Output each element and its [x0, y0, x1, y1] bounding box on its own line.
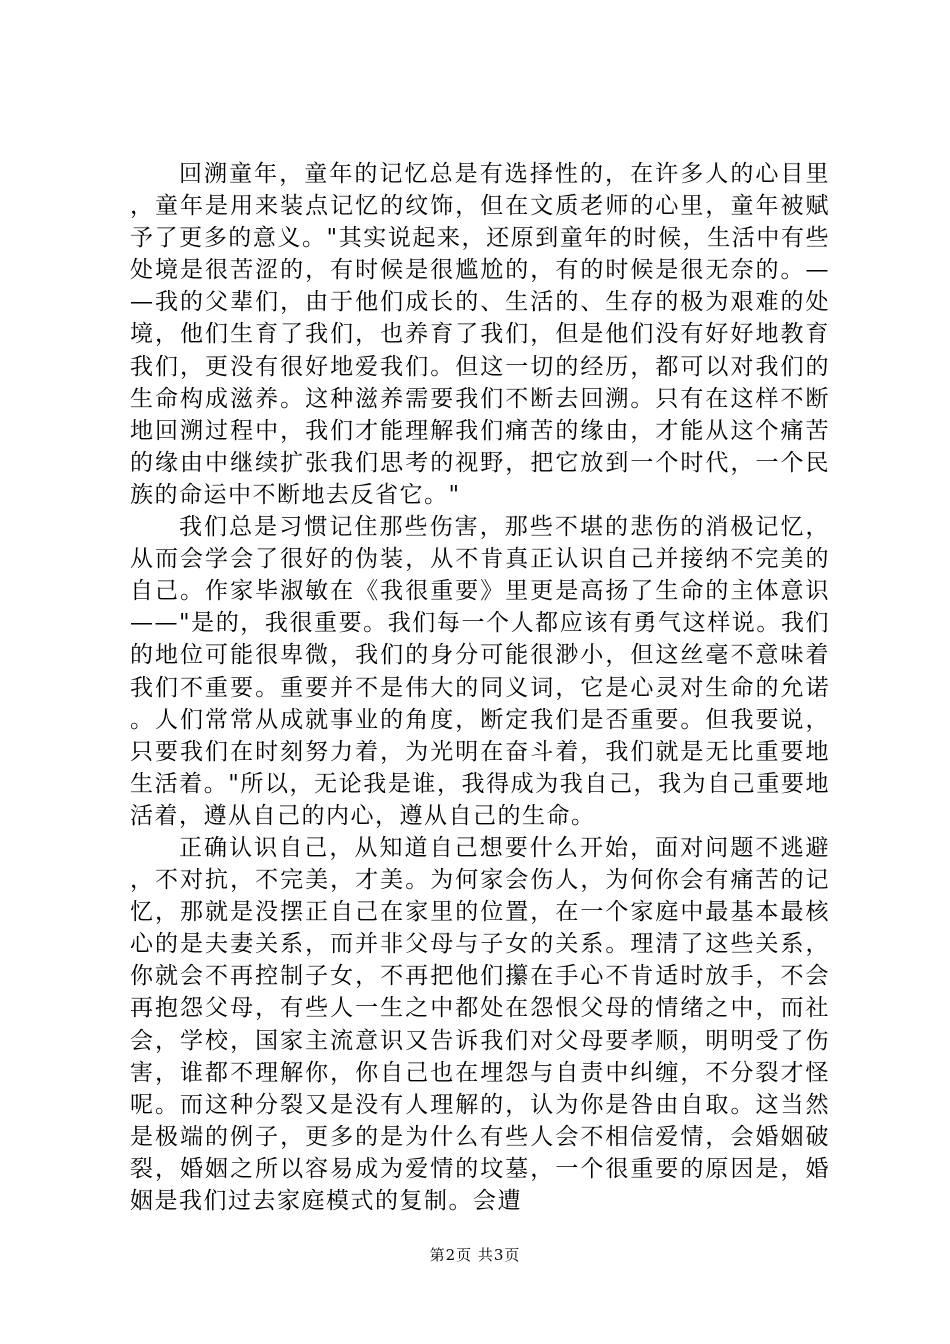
- paragraph-2: 我们总是习惯记住那些伤害，那些不堪的悲伤的消极记忆，从而会学会了很好的伪装，从不肯真正认识自己并接纳不完美的自己。作家毕淑敏在《我很重要》里更是高扬了生命的主体意识——"是的，我很重要。我们每一个人都应该有勇气这样说。我们的地位可能很卑微，我们的身分可能很渺小，但这丝毫不意味着我们不重要。重要并不是伟大的同义词，它是心灵对生命的允诺。人们常常从成就事业的角度，断定我们是否重要。但我要说，只要我们在时刻努力着，为光明在奋斗着，我们就是无比重要地生活着。"所以，无论我是谁，我得成为我自己，我为自己重要地活着，遵从自己的内心，遵从自己的生命。: [130, 514, 830, 829]
- body-text: [130, 158, 830, 1217]
- paragraph-1: 回溯童年，童年的记忆总是有选择性的，在许多人的心目里，童年是用来装点记忆的纹饰，但在文质老师的心里，童年被赋予了更多的意义。"其实说起来，还原到童年的时候，生活中有些处境是很苦涩的，有时候是很尴尬的，有的时候是很无奈的。——我的父辈们，由于他们成长的、生活的、生存的极为艰难的处境，他们生育了我们，也养育了我们，但是他们没有好好地教育我们，更没有很好地爱我们。但这一切的经历，都可以对我们的生命构成滋养。这种滋养需要我们不断去回溯。只有在这样不断地回溯过程中，我们才能理解我们痛苦的缘由，才能从这个痛苦的缘由中继续扩张我们思考的视野，把它放到一个时代，一个民族的命运中不断地去反省它。": [130, 161, 830, 508]
- paragraph-3: 正确认识自己，从知道自己想要什么开始，面对问题不逃避，不对抗，不完美，才美。为何家会伤人，为何你会有痛苦的记忆，那就是没摆正自己在家里的位置，在一个家庭中最基本最核心的是夫妻关系，而并非父母与子女的关系。理清了这些关系，你就会不再控制子女，不再把他们攥在手心不肯适时放手，不会再抱怨父母，有些人一生之中都处在怨恨父母的情绪之中，而社会，学校，国家主流意识又告诉我们对父母要孝顺，明明受了伤害，谁都不理解你，你自己也在埋怨与自责中纠缠，不分裂才怪呢。而这种分裂又是没有人理解的，认为你是咎由自取。这当然是极端的例子，更多的是为什么有些人会不相信爱情，会婚姻破裂，婚姻之所以容易成为爱情的坟墓，一个很重要的原因是，婚姻是我们过去家庭模式的复制。会遭: [130, 834, 830, 1214]
- page-number-footer: 第2页 共3页: [429, 1246, 521, 1264]
